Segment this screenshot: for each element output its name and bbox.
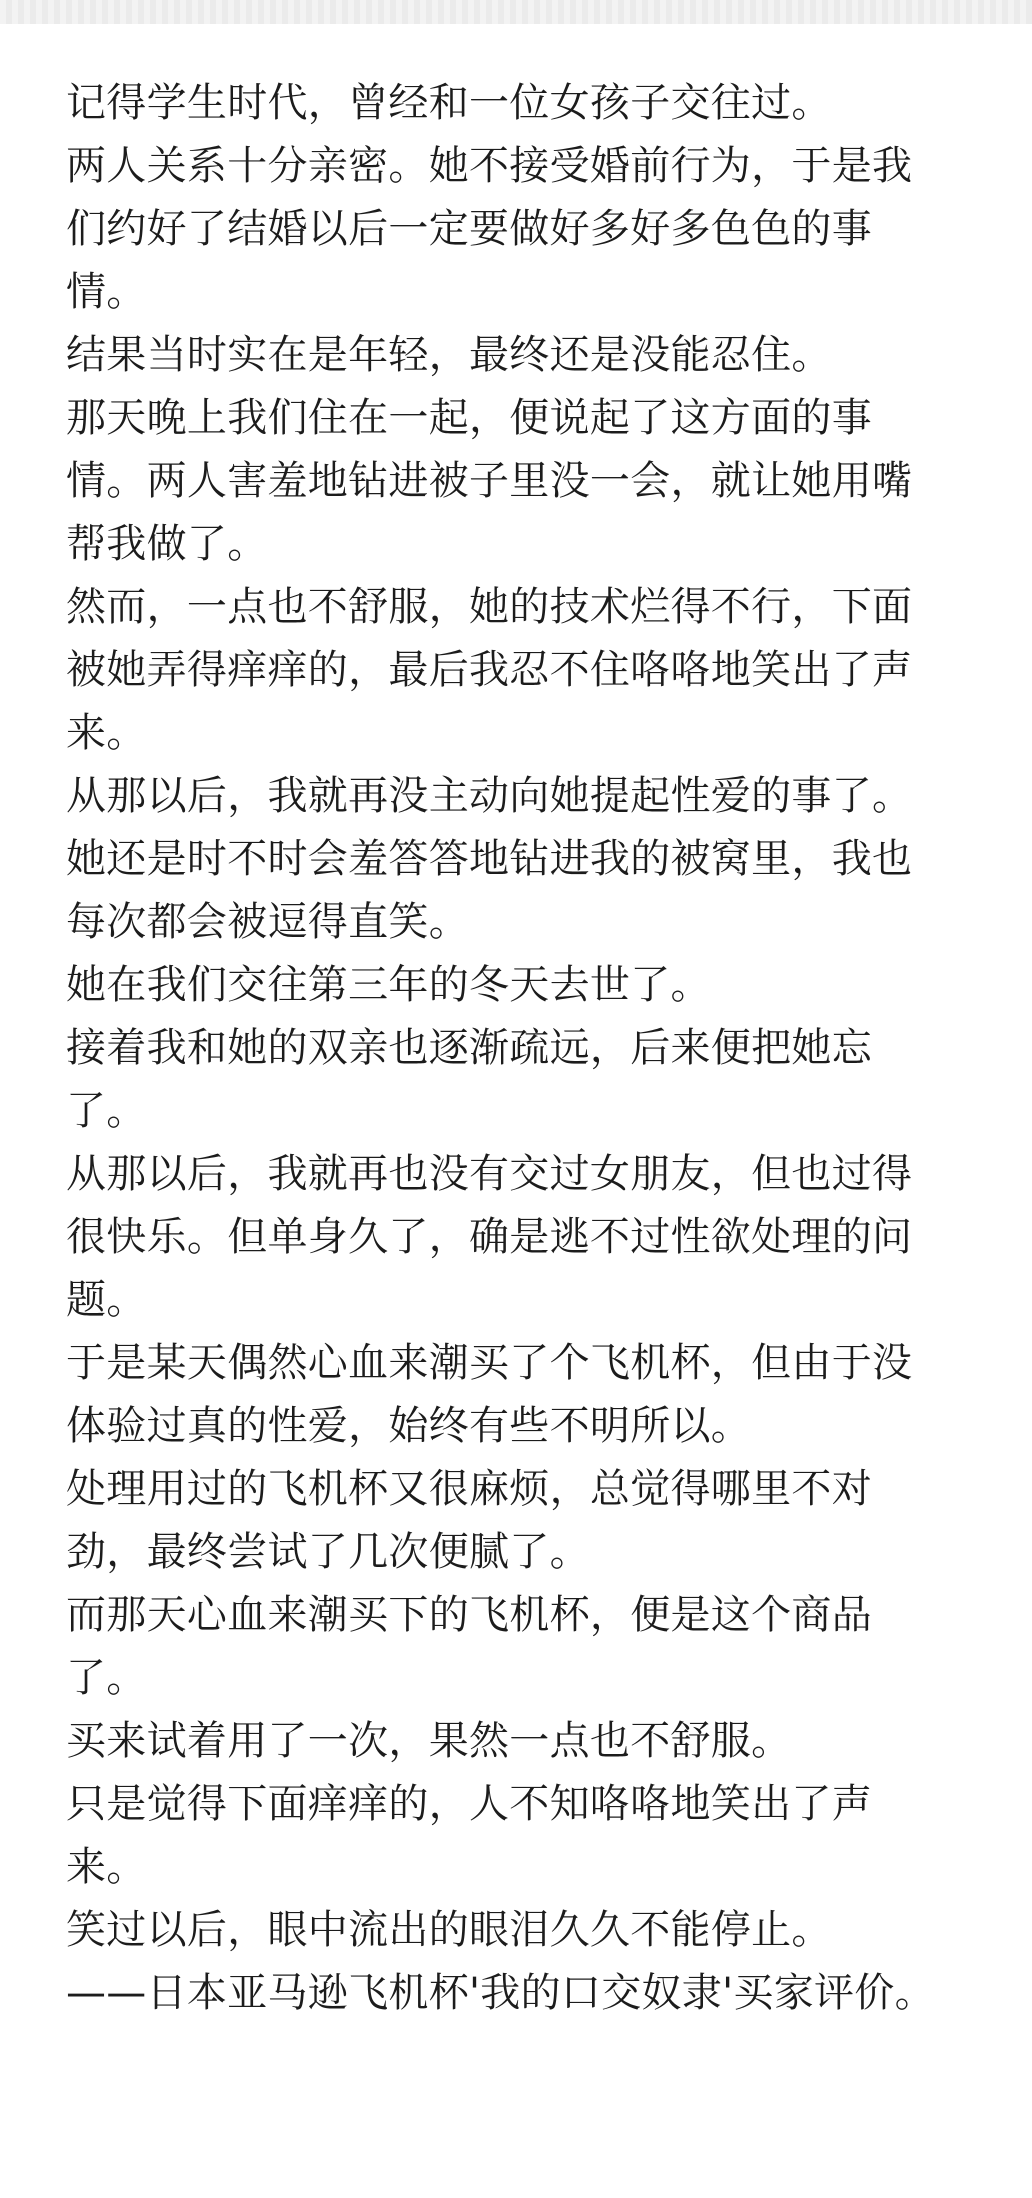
text-line: 处理用过的飞机杯又很麻烦，总觉得哪里不对 — [66, 1466, 872, 1512]
text-line: 情。两人害羞地钻进被子里没一会，就让她用嘴 — [66, 458, 913, 504]
text-line: 从那以后，我就再也没有交过女朋友，但也过得 — [66, 1151, 913, 1197]
text-line: 从那以后，我就再没主动向她提起性爱的事了。 — [66, 773, 913, 819]
text-line: 笑过以后，眼中流出的眼泪久久不能停止。 — [66, 1907, 832, 1953]
text-line: 题。 — [66, 1277, 147, 1323]
text-line: 买来试着用了一次，果然一点也不舒服。 — [66, 1718, 792, 1764]
text-line: 了。 — [66, 1088, 147, 1134]
top-edge-strip — [0, 0, 1032, 24]
text-line: 接着我和她的双亲也逐渐疏远，后来便把她忘 — [66, 1025, 872, 1071]
text-line: 她在我们交往第三年的冬天去世了。 — [66, 962, 711, 1008]
text-body — [66, 72, 1006, 2025]
text-line: 劲，最终尝试了几次便腻了。 — [66, 1529, 590, 1575]
text-line: 帮我做了。 — [66, 521, 268, 567]
text-line: 情。 — [66, 269, 147, 315]
text-line: 然而，一点也不舒服，她的技术烂得不行，下面 — [66, 584, 913, 630]
text-line: 每次都会被逗得直笑。 — [66, 899, 469, 945]
text-line: ——日本亚马逊飞机杯'我的口交奴隶'买家评价。 — [66, 1970, 935, 2016]
text-line: 记得学生时代，曾经和一位女孩子交往过。 — [66, 80, 832, 126]
text-line: 来。 — [66, 710, 147, 756]
text-line: 只是觉得下面痒痒的，人不知咯咯地笑出了声 — [66, 1781, 872, 1827]
text-line: 很快乐。但单身久了，确是逃不过性欲处理的问 — [66, 1214, 913, 1260]
text-line: 两人关系十分亲密。她不接受婚前行为，于是我 — [66, 143, 913, 189]
text-line: 了。 — [66, 1655, 147, 1701]
text-line: 她还是时不时会羞答答地钻进我的被窝里，我也 — [66, 836, 913, 882]
text-line: 结果当时实在是年轻，最终还是没能忍住。 — [66, 332, 832, 378]
text-line: 体验过真的性爱，始终有些不明所以。 — [66, 1403, 752, 1449]
text-line: 来。 — [66, 1844, 147, 1890]
text-line: 被她弄得痒痒的，最后我忍不住咯咯地笑出了声 — [66, 647, 913, 693]
text-line: 们约好了结婚以后一定要做好多好多色色的事 — [66, 206, 872, 252]
text-line: 于是某天偶然心血来潮买了个飞机杯，但由于没 — [66, 1340, 913, 1386]
text-line: 那天晚上我们住在一起，便说起了这方面的事 — [66, 395, 872, 441]
text-line: 而那天心血来潮买下的飞机杯，便是这个商品 — [66, 1592, 872, 1638]
